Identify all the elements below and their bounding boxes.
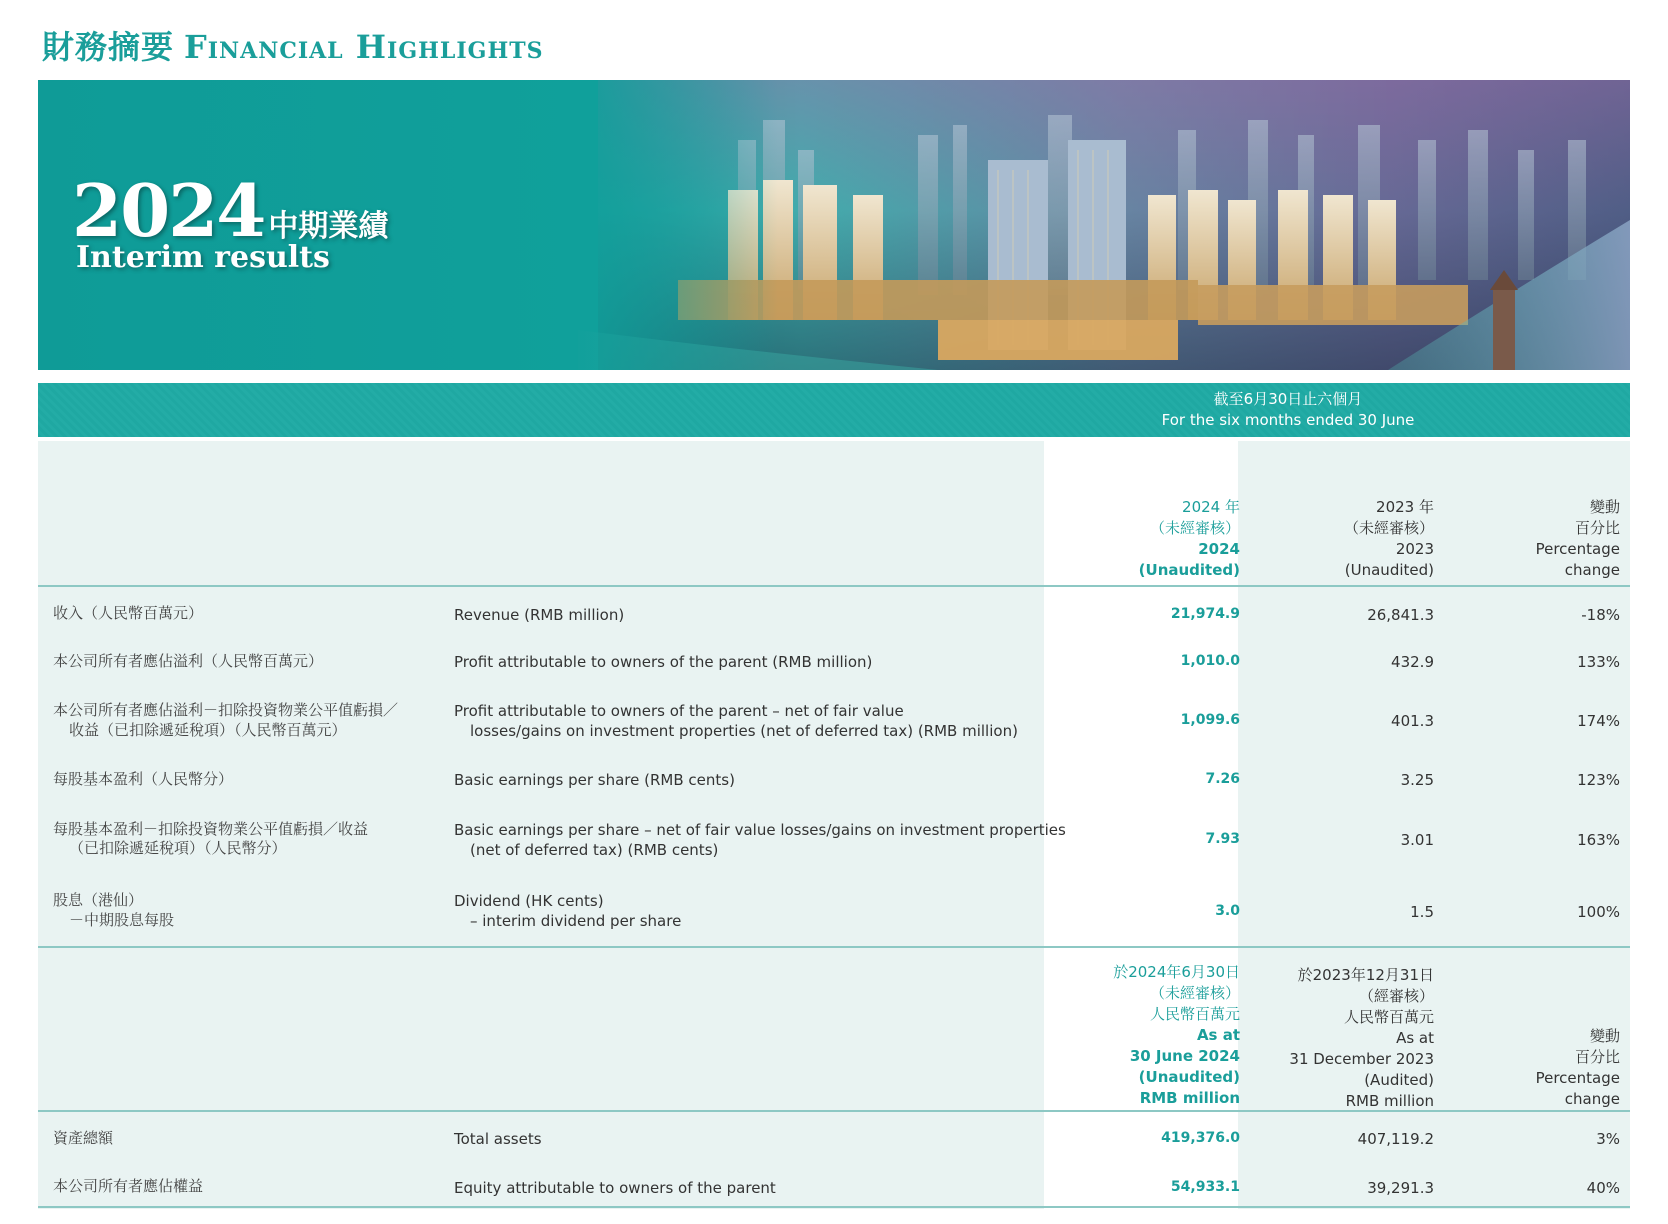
balance-header-current [1113,962,1240,1109]
row-label-en: – interim dividend per share [470,912,682,930]
value-previous: 407,119.2 [1357,1130,1434,1148]
row-label-en: Revenue (RMB million) [454,606,625,624]
row-label-en: Basic earnings per share – net of fair value losses/gains on investment properties [454,821,1066,839]
header-line: 百分比 [1574,519,1620,537]
header-line: 30 June 2024 [1129,1047,1240,1065]
header-line: （經審核） [1358,987,1434,1005]
row-label-zh: 本公司所有者應佔權益 [53,1177,204,1195]
value-current: 1,010.0 [1180,653,1240,669]
header-line: 2023 [1395,540,1434,558]
balance-header-change [1536,1026,1620,1110]
value-change: 100% [1577,903,1620,921]
row-label-zh: 每股基本盈利－扣除投資物業公平值虧損／收益 [53,820,369,838]
section-rule [38,946,1630,948]
row-label-zh: 資產總額 [53,1129,114,1147]
balance-header-previous [1289,965,1434,1112]
header-line: change [1564,561,1620,579]
row-label-zh: －中期股息每股 [69,911,175,929]
value-current: 3.0 [1215,903,1240,919]
value-previous: 39,291.3 [1367,1179,1434,1197]
income-header-previous [1344,497,1434,581]
row-label-zh: 本公司所有者應佔溢利（人民幣百萬元） [53,652,324,670]
header-line: As at [1196,1026,1240,1044]
row-label-en: (net of deferred tax) (RMB cents) [470,841,719,859]
value-change: 174% [1577,712,1620,730]
page-title [42,22,544,68]
header-line: As at [1396,1029,1434,1047]
header-line: 變動 [1589,1027,1620,1045]
value-previous: 26,841.3 [1367,606,1434,624]
value-current: 1,099.6 [1180,712,1240,728]
row-label-en: Profit attributable to owners of the parent – net of fair value [454,702,904,720]
row-label-zh: 收入（人民幣百萬元） [53,604,204,622]
header-line: 2024 [1198,540,1240,558]
value-current: 419,376.0 [1161,1130,1240,1146]
row-label-en: Basic earnings per share (RMB cents) [454,771,735,789]
period-bar [38,383,1630,437]
banner-fade [558,80,778,370]
header-line: 2023 年 [1376,498,1434,516]
header-line: 百分比 [1574,1048,1620,1066]
value-change: 163% [1577,831,1620,849]
value-change: 3% [1596,1130,1620,1148]
page-title-zh: 財務摘要 [42,28,175,66]
value-change: -18% [1581,606,1620,624]
period-zh: 截至6月30日止六個月 [1213,390,1363,408]
row-label-zh: 每股基本盈利（人民幣分） [53,770,234,788]
income-header-current [1139,497,1240,581]
header-line: 人民幣百萬元 [1343,1008,1434,1026]
row-label-en: Total assets [454,1130,542,1148]
row-label-zh: 本公司所有者應佔溢利－扣除投資物業公平值虧損／ [53,701,399,719]
header-line: change [1564,1090,1620,1108]
income-header-change [1536,497,1620,581]
header-line: 31 December 2023 [1289,1050,1434,1068]
header-line: 於2023年12月31日 [1297,966,1434,984]
value-change: 40% [1586,1179,1620,1197]
value-change: 123% [1577,771,1620,789]
row-label-zh: 收益（已扣除遞延稅項）（人民幣百萬元） [69,721,347,739]
header-line: 變動 [1589,498,1620,516]
financial-table [38,441,1630,1209]
header-line: 於2024年6月30日 [1113,963,1240,981]
header-line: 2024 年 [1182,498,1240,516]
header-line: （未經審核） [1343,519,1434,537]
header-line: (Unaudited) [1344,561,1434,579]
banner-title-zh: 中期業績 [268,209,389,244]
row-label-en: Dividend (HK cents) [454,892,604,910]
header-line: RMB million [1345,1092,1434,1110]
value-change: 133% [1577,653,1620,671]
page-title-en: Financial Highlights [184,28,544,66]
hero-banner [38,80,1630,370]
header-line: 人民幣百萬元 [1149,1005,1240,1023]
value-current: 7.93 [1205,831,1240,847]
header-rule [38,585,1630,587]
header-line: Percentage [1535,540,1620,558]
bottom-rule [38,1206,1630,1208]
header-line: Percentage [1535,1069,1620,1087]
header-rule [38,1110,1630,1112]
value-previous: 3.01 [1400,831,1434,849]
header-line: (Audited) [1364,1071,1434,1089]
row-label-en: Equity attributable to owners of the parent [454,1179,776,1197]
header-line: RMB million [1139,1089,1240,1107]
value-previous: 401.3 [1391,712,1434,730]
value-current: 7.26 [1205,771,1240,787]
banner-subtitle: Interim results [76,240,330,275]
value-previous: 3.25 [1400,771,1434,789]
value-previous: 432.9 [1391,653,1434,671]
header-line: (Unaudited) [1138,561,1240,579]
value-current: 54,933.1 [1170,1179,1240,1195]
header-line: （未經審核） [1149,519,1240,537]
row-label-zh: （已扣除遞延稅項）（人民幣分） [69,839,287,857]
header-line: （未經審核） [1149,984,1240,1002]
header-line: (Unaudited) [1138,1068,1240,1086]
row-label-en: losses/gains on investment properties (net of deferred tax) (RMB million) [470,722,1018,740]
row-label-zh: 股息（港仙） [53,891,144,909]
value-current: 21,974.9 [1170,606,1240,622]
row-label-en: Profit attributable to owners of the parent (RMB million) [454,653,873,671]
period-text [1123,389,1453,431]
value-previous: 1.5 [1410,903,1434,921]
banner-year-number: 2024 [72,168,265,253]
period-en: For the six months ended 30 June [1161,411,1415,429]
